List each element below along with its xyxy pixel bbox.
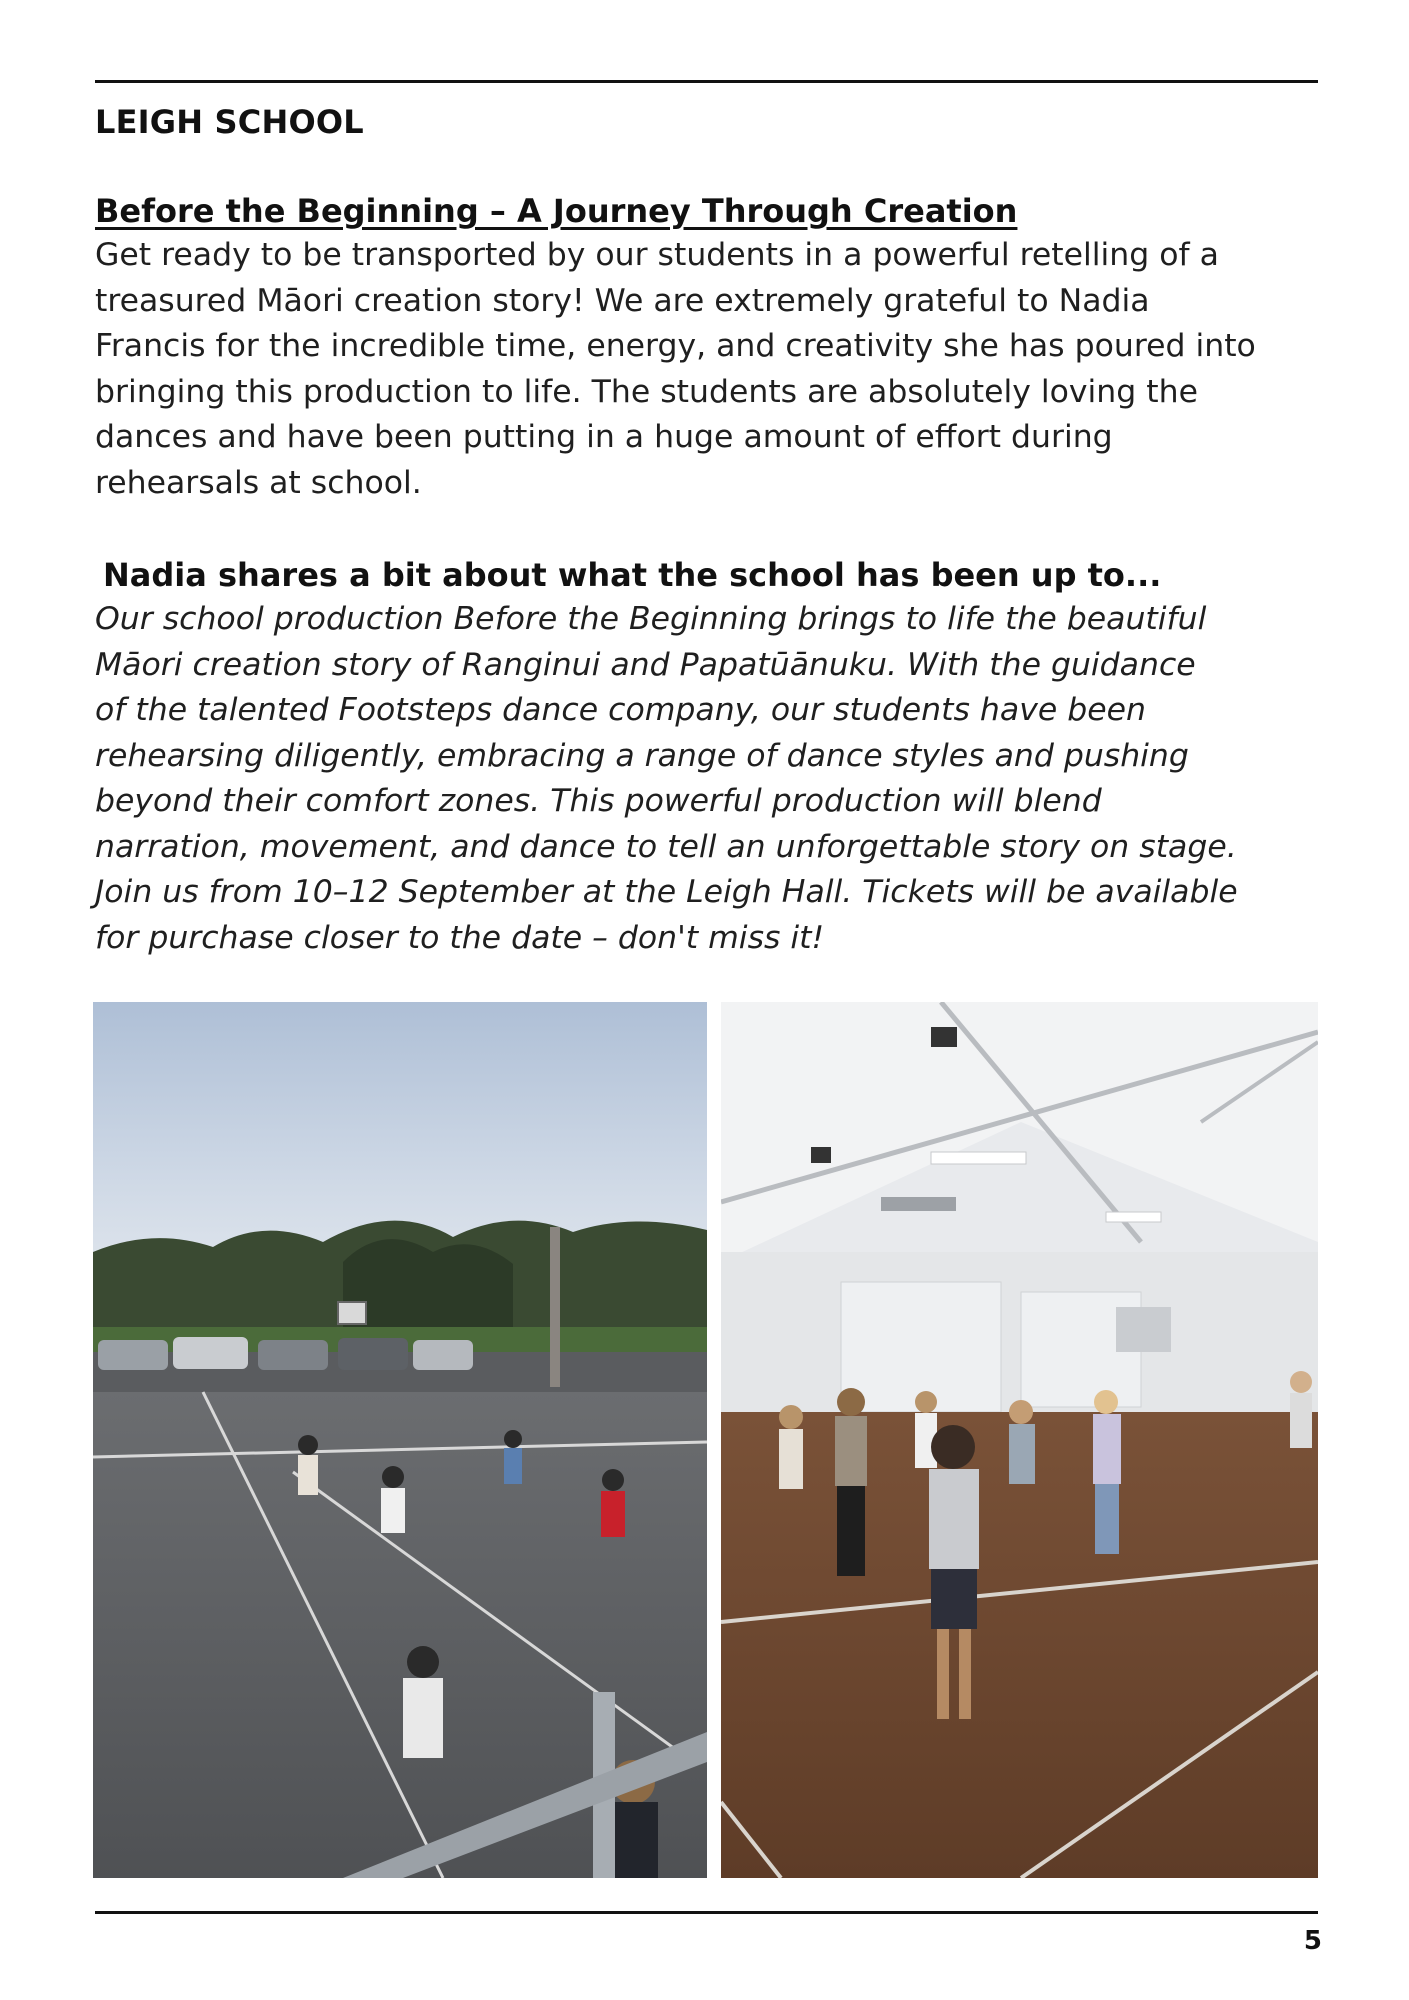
intro-line: Francis for the incredible time, energy, and creativity she has poured into <box>95 328 1256 364</box>
quote-line: Join us from 10–12 September at the Leigh Hall. Tickets will be available <box>95 874 1238 910</box>
intro-line: Get ready to be transported by our students in a powerful retelling of a <box>95 237 1219 273</box>
school-name: LEIGH SCHOOL <box>95 103 364 141</box>
top-divider <box>95 80 1318 83</box>
article-title: Before the Beginning – A Journey Through Creation <box>95 192 1018 230</box>
quote-line: Māori creation story of Ranginui and Papatūānuku. With the guidance <box>95 646 1196 683</box>
intro-line: dances and have been putting in a huge amount of effort during <box>95 419 1113 455</box>
intro-line: treasured Māori creation story! We are extremely grateful to Nadia <box>95 282 1150 319</box>
quote-line: beyond their comfort zones. This powerful production will blend <box>95 783 1102 819</box>
quote-line: rehearsing diligently, embracing a range of dance styles and pushing <box>95 737 1189 774</box>
outdoor-dance-rehearsal-photo <box>93 1002 707 1878</box>
intro-line: rehearsals at school. <box>95 464 422 501</box>
quote-line: narration, movement, and dance to tell an unforgettable story on stage. <box>95 828 1237 865</box>
hall-scene-illustration <box>721 1002 1318 1878</box>
outdoor-scene-illustration <box>93 1002 707 1878</box>
quote-line: of the talented Footsteps dance company, our students have been <box>95 692 1146 728</box>
quote-line: for purchase closer to the date – don't miss it! <box>95 919 825 956</box>
quote-subheading: Nadia shares a bit about what the school has been up to... <box>103 556 1162 594</box>
page-number: 5 <box>1303 1926 1322 1956</box>
intro-line: bringing this production to life. The students are absolutely loving the <box>95 373 1198 410</box>
hall-dance-rehearsal-photo <box>721 1002 1318 1878</box>
quote-paragraph <box>95 597 1335 961</box>
bottom-divider <box>95 1911 1318 1914</box>
quote-line: Our school production Before the Beginning brings to life the beautiful <box>95 601 1207 637</box>
intro-paragraph <box>95 233 1335 506</box>
